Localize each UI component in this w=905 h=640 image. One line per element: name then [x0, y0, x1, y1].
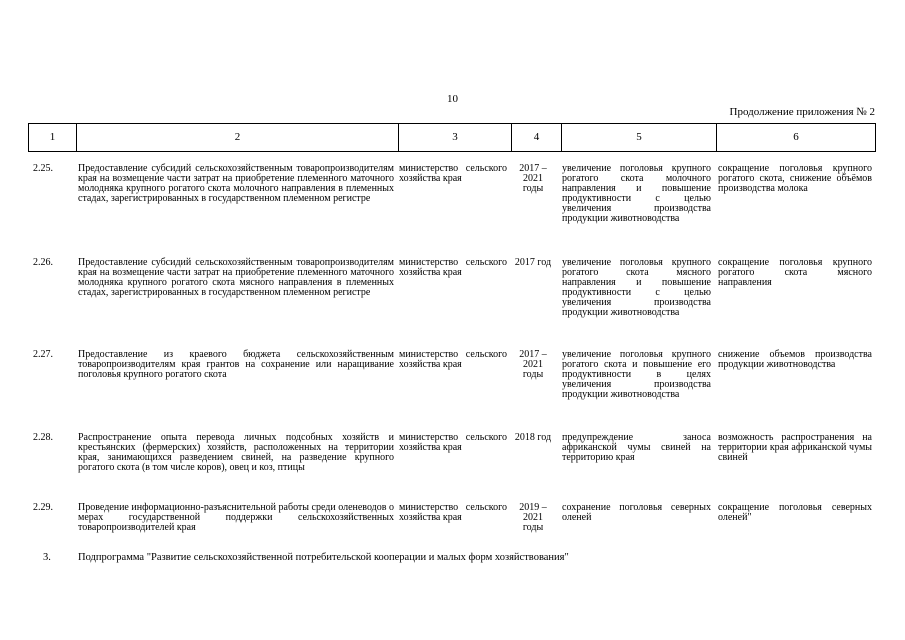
row-number: 2.27.: [33, 349, 53, 360]
row-number: 2.26.: [33, 257, 53, 268]
header-col-1: 1: [49, 131, 56, 143]
row-executor: министерство сельского хозяйства края: [399, 349, 507, 370]
header-col-2: 2: [76, 124, 398, 151]
row-description: Предоставление субсидий сельскохозяйственным товаропроизводителям края на возмещение части затрат на приобретение племенного маточного молодняка крупного рогатого скота молочного направления в племенных стадах, зарегистрированных в государственном племенном регистре: [78, 163, 394, 204]
table-header: [28, 123, 876, 152]
header-col-6: 6: [716, 124, 875, 151]
row-consequence: сокращение поголовья крупного рогатого скота мясного направления: [718, 257, 872, 288]
row-description: Проведение информационно-разъяснительной работы среди оленеводов о мерах государственной поддержки сельскохозяйственных товаропроизводителей края: [78, 502, 394, 533]
row-consequence: возможность распространения на территории края африканской чумы свиней: [718, 432, 872, 463]
row-description: Предоставление субсидий сельскохозяйственным товаропроизводителям края на возмещение части затрат на приобретение племенного маточного молодняка крупного рогатого скота мясного направления в племенных стадах, зарегистрированных в государственном племенном регистре: [78, 257, 394, 298]
row-period: 2017 – 2021 годы: [519, 349, 547, 380]
row-result: предупреждение заноса африканской чумы свиней на территорию края: [562, 432, 711, 463]
row-consequence: сокращение поголовья крупного рогатого скота, снижение объёмов производства молока: [718, 163, 872, 194]
row-consequence: снижение объемов производства продукции животноводства: [718, 349, 872, 370]
header-col-4: 4: [511, 124, 561, 151]
row-executor: министерство сельского хозяйства края: [399, 432, 507, 453]
row-result: увеличение поголовья крупного рогатого скота и повышение его продуктивности в целях увеличения производства продукции животноводства: [562, 349, 711, 400]
row-number: 2.28.: [33, 432, 53, 443]
header-col-5: 5: [561, 124, 716, 151]
row-number: 2.29.: [33, 502, 53, 513]
row-period: 2017 год: [514, 257, 552, 268]
row-period: 2017 – 2021 годы: [519, 163, 547, 194]
row-period: 2018 год: [514, 432, 552, 443]
row-result: увеличение поголовья крупного рогатого скота мясного направления и повышение продуктивности с целью увеличения производства продукции животноводства: [562, 257, 711, 318]
row-period: 2019 – 2021 годы: [519, 502, 547, 533]
row-result: сохранение поголовья северных оленей: [562, 502, 711, 523]
row-description: Предоставление из краевого бюджета сельскохозяйственным товаропроизводителям края грантов на сохранение или наращивание поголовья крупного рогатого скота: [78, 349, 394, 380]
row-description: Распространение опыта перевода личных подсобных хозяйств и крестьянских (фермерских) хозяйств, расположенных на территории края, занимающихся разведением свиней, на разведение крупного рогатого скота (в том числе коров), овец и коз, птицы: [78, 432, 394, 473]
row-result: увеличение поголовья крупного рогатого скота молочного направления и повышение продуктивности с целью увеличения производства продукции животноводства: [562, 163, 711, 224]
subprogram-number: 3.: [43, 552, 51, 563]
page-number: 10: [447, 93, 458, 105]
row-executor: министерство сельского хозяйства края: [399, 163, 507, 184]
row-number: 2.25.: [33, 163, 53, 174]
row-consequence: сокращение поголовья северных оленей": [718, 502, 872, 523]
header-col-3: 3: [398, 124, 511, 151]
subprogram-title: Подпрограмма "Развитие сельскохозяйственной потребительской кооперации и малых форм хозяйствования": [78, 552, 569, 563]
row-executor: министерство сельского хозяйства края: [399, 502, 507, 523]
row-executor: министерство сельского хозяйства края: [399, 257, 507, 278]
continuation-label: Продолжение приложения № 2: [729, 106, 875, 118]
